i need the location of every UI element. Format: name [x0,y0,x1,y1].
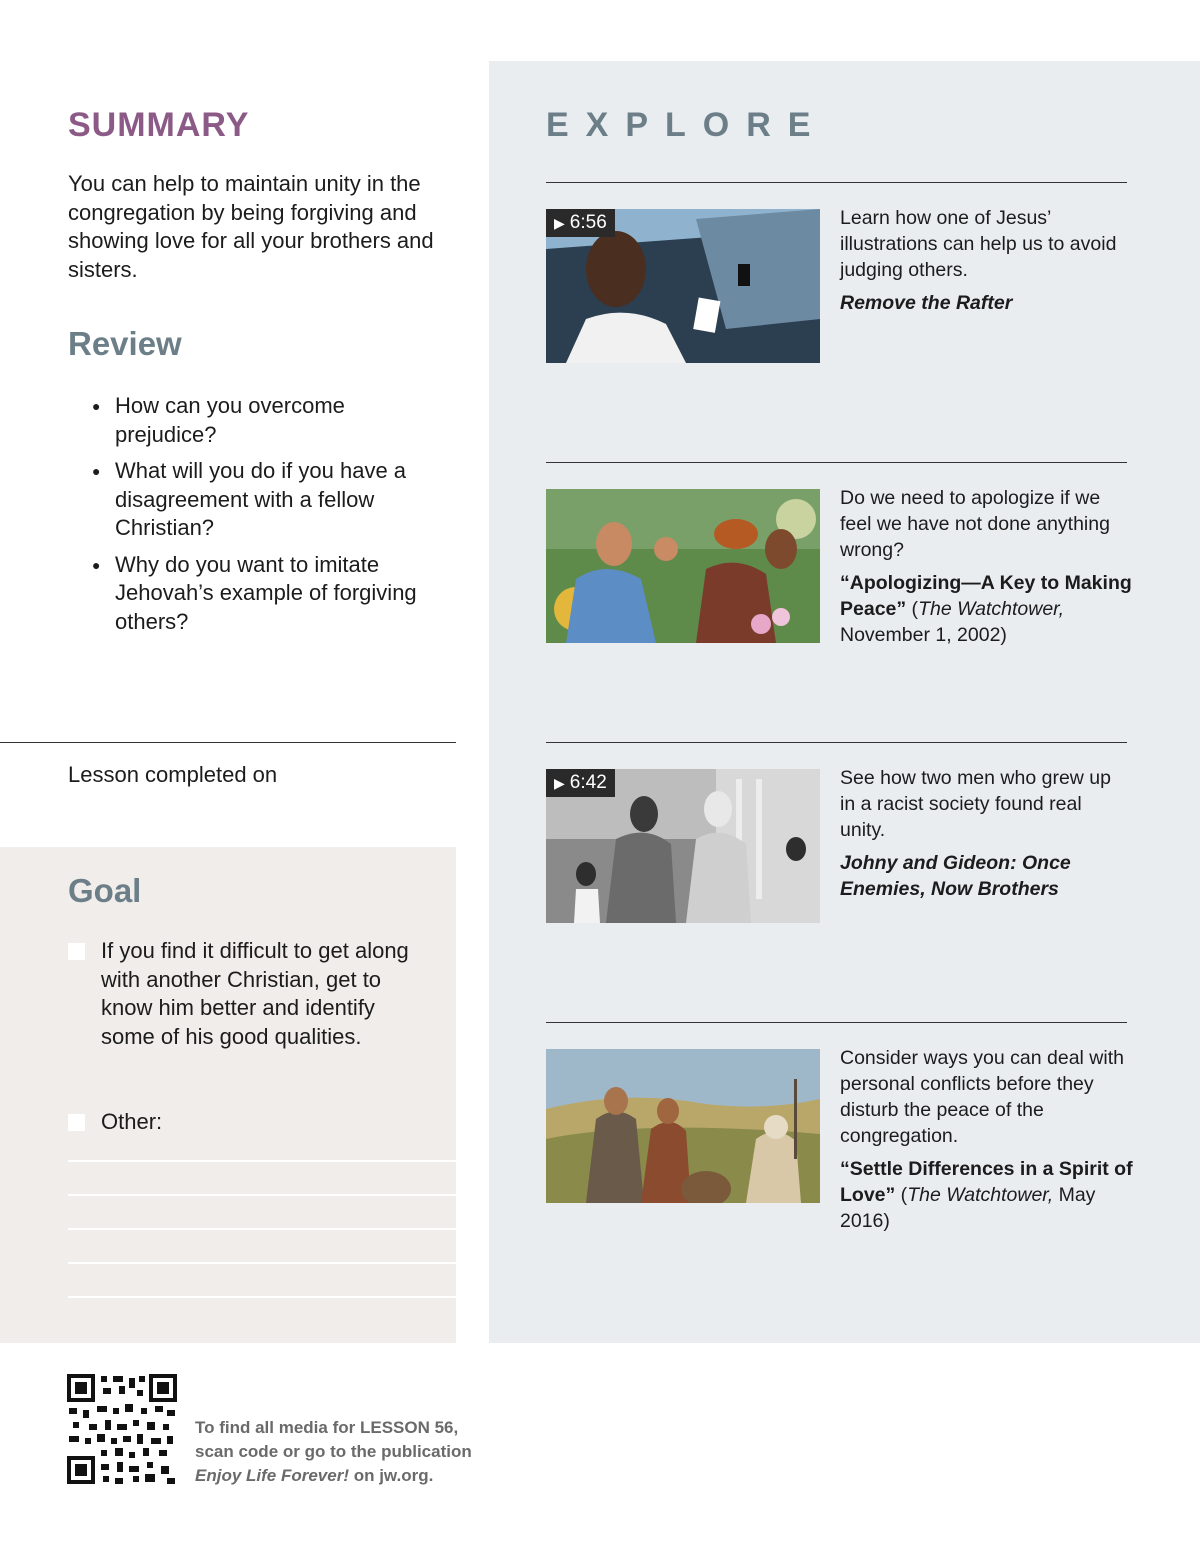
goal-heading: Goal [68,872,142,909]
footer-text: To find all media for LESSON 56, scan code or go to the publication Enjoy Life Forever! on jw.org. [195,1418,472,1485]
herdsmen-landscape-image [546,1049,820,1203]
review-question: ● What will you do if you have a disagreement with a fellow Christian? [92,457,452,543]
goal-checkbox[interactable] [68,943,85,960]
video-thumbnail[interactable] [546,769,820,923]
video-thumbnail[interactable] [546,209,820,363]
article-thumbnail[interactable] [546,489,820,643]
review-heading: Review [68,325,182,362]
goal-item-text: Other: [101,1109,163,1134]
goal-panel [0,847,456,1343]
writing-line[interactable] [68,1296,456,1298]
publication-link[interactable]: Enjoy Life Forever! [195,1466,349,1485]
goal-item[interactable] [68,937,418,1051]
goal-checkbox[interactable] [68,1114,85,1131]
lesson-completed-label: Lesson completed on [68,762,278,787]
explore-item-title[interactable]: “Apologizing—A Key to Making Peace” (The Watchtower, November 1, 2002) [840,572,1132,646]
explore-item-description: See how two men who grew up in a racist society found real unity. [840,767,1111,841]
video-duration-badge: ▶ 6:42 [546,769,615,797]
explore-item-description: Consider ways you can deal with personal conflicts before they disturb the peace of the congregation. [840,1047,1124,1147]
goal-item-text: If you find it difficult to get along with another Christian, get to know him better and identify some of his good qualities. [101,938,409,1049]
writing-line[interactable] [68,1262,456,1264]
video-duration-badge: ▶ 6:56 [546,209,615,237]
explore-item-title[interactable]: Johny and Gideon: Once Enemies, Now Brothers [840,852,1071,900]
summary-text: You can help to maintain unity in the congregation by being forgiving and showing love for all your brothers and sisters. [68,171,434,282]
play-icon: ▶ [554,775,565,791]
review-question: ● Why do you want to imitate Jehovah’s example of forgiving others? [92,551,452,637]
explore-item-title[interactable]: “Settle Differences in a Spirit of Love” (The Watchtower, May 2016) [840,1158,1133,1232]
review-question: ● How can you overcome prejudice? [92,392,452,449]
explore-item-title[interactable]: Remove the Rafter [840,292,1013,314]
review-question-list [92,392,452,644]
article-thumbnail[interactable] [546,1049,820,1203]
people-greeting-image [546,489,820,643]
qr-code-icon[interactable] [67,1374,177,1484]
divider [546,742,1127,743]
divider [546,462,1127,463]
explore-item-description: Do we need to apologize if we feel we have not done anything wrong? [840,487,1110,561]
writing-line[interactable] [68,1228,456,1230]
goal-item-other[interactable] [68,1108,418,1137]
explore-heading: EXPLORE [546,106,828,144]
play-icon: ▶ [554,215,565,231]
writing-line[interactable] [68,1194,456,1196]
divider [0,742,456,743]
writing-line[interactable] [68,1160,456,1162]
divider [546,1022,1127,1023]
summary-heading: SUMMARY [68,106,250,144]
explore-item-description: Learn how one of Jesus’ illustrations can help us to avoid judging others. [840,207,1117,281]
divider [546,182,1127,183]
